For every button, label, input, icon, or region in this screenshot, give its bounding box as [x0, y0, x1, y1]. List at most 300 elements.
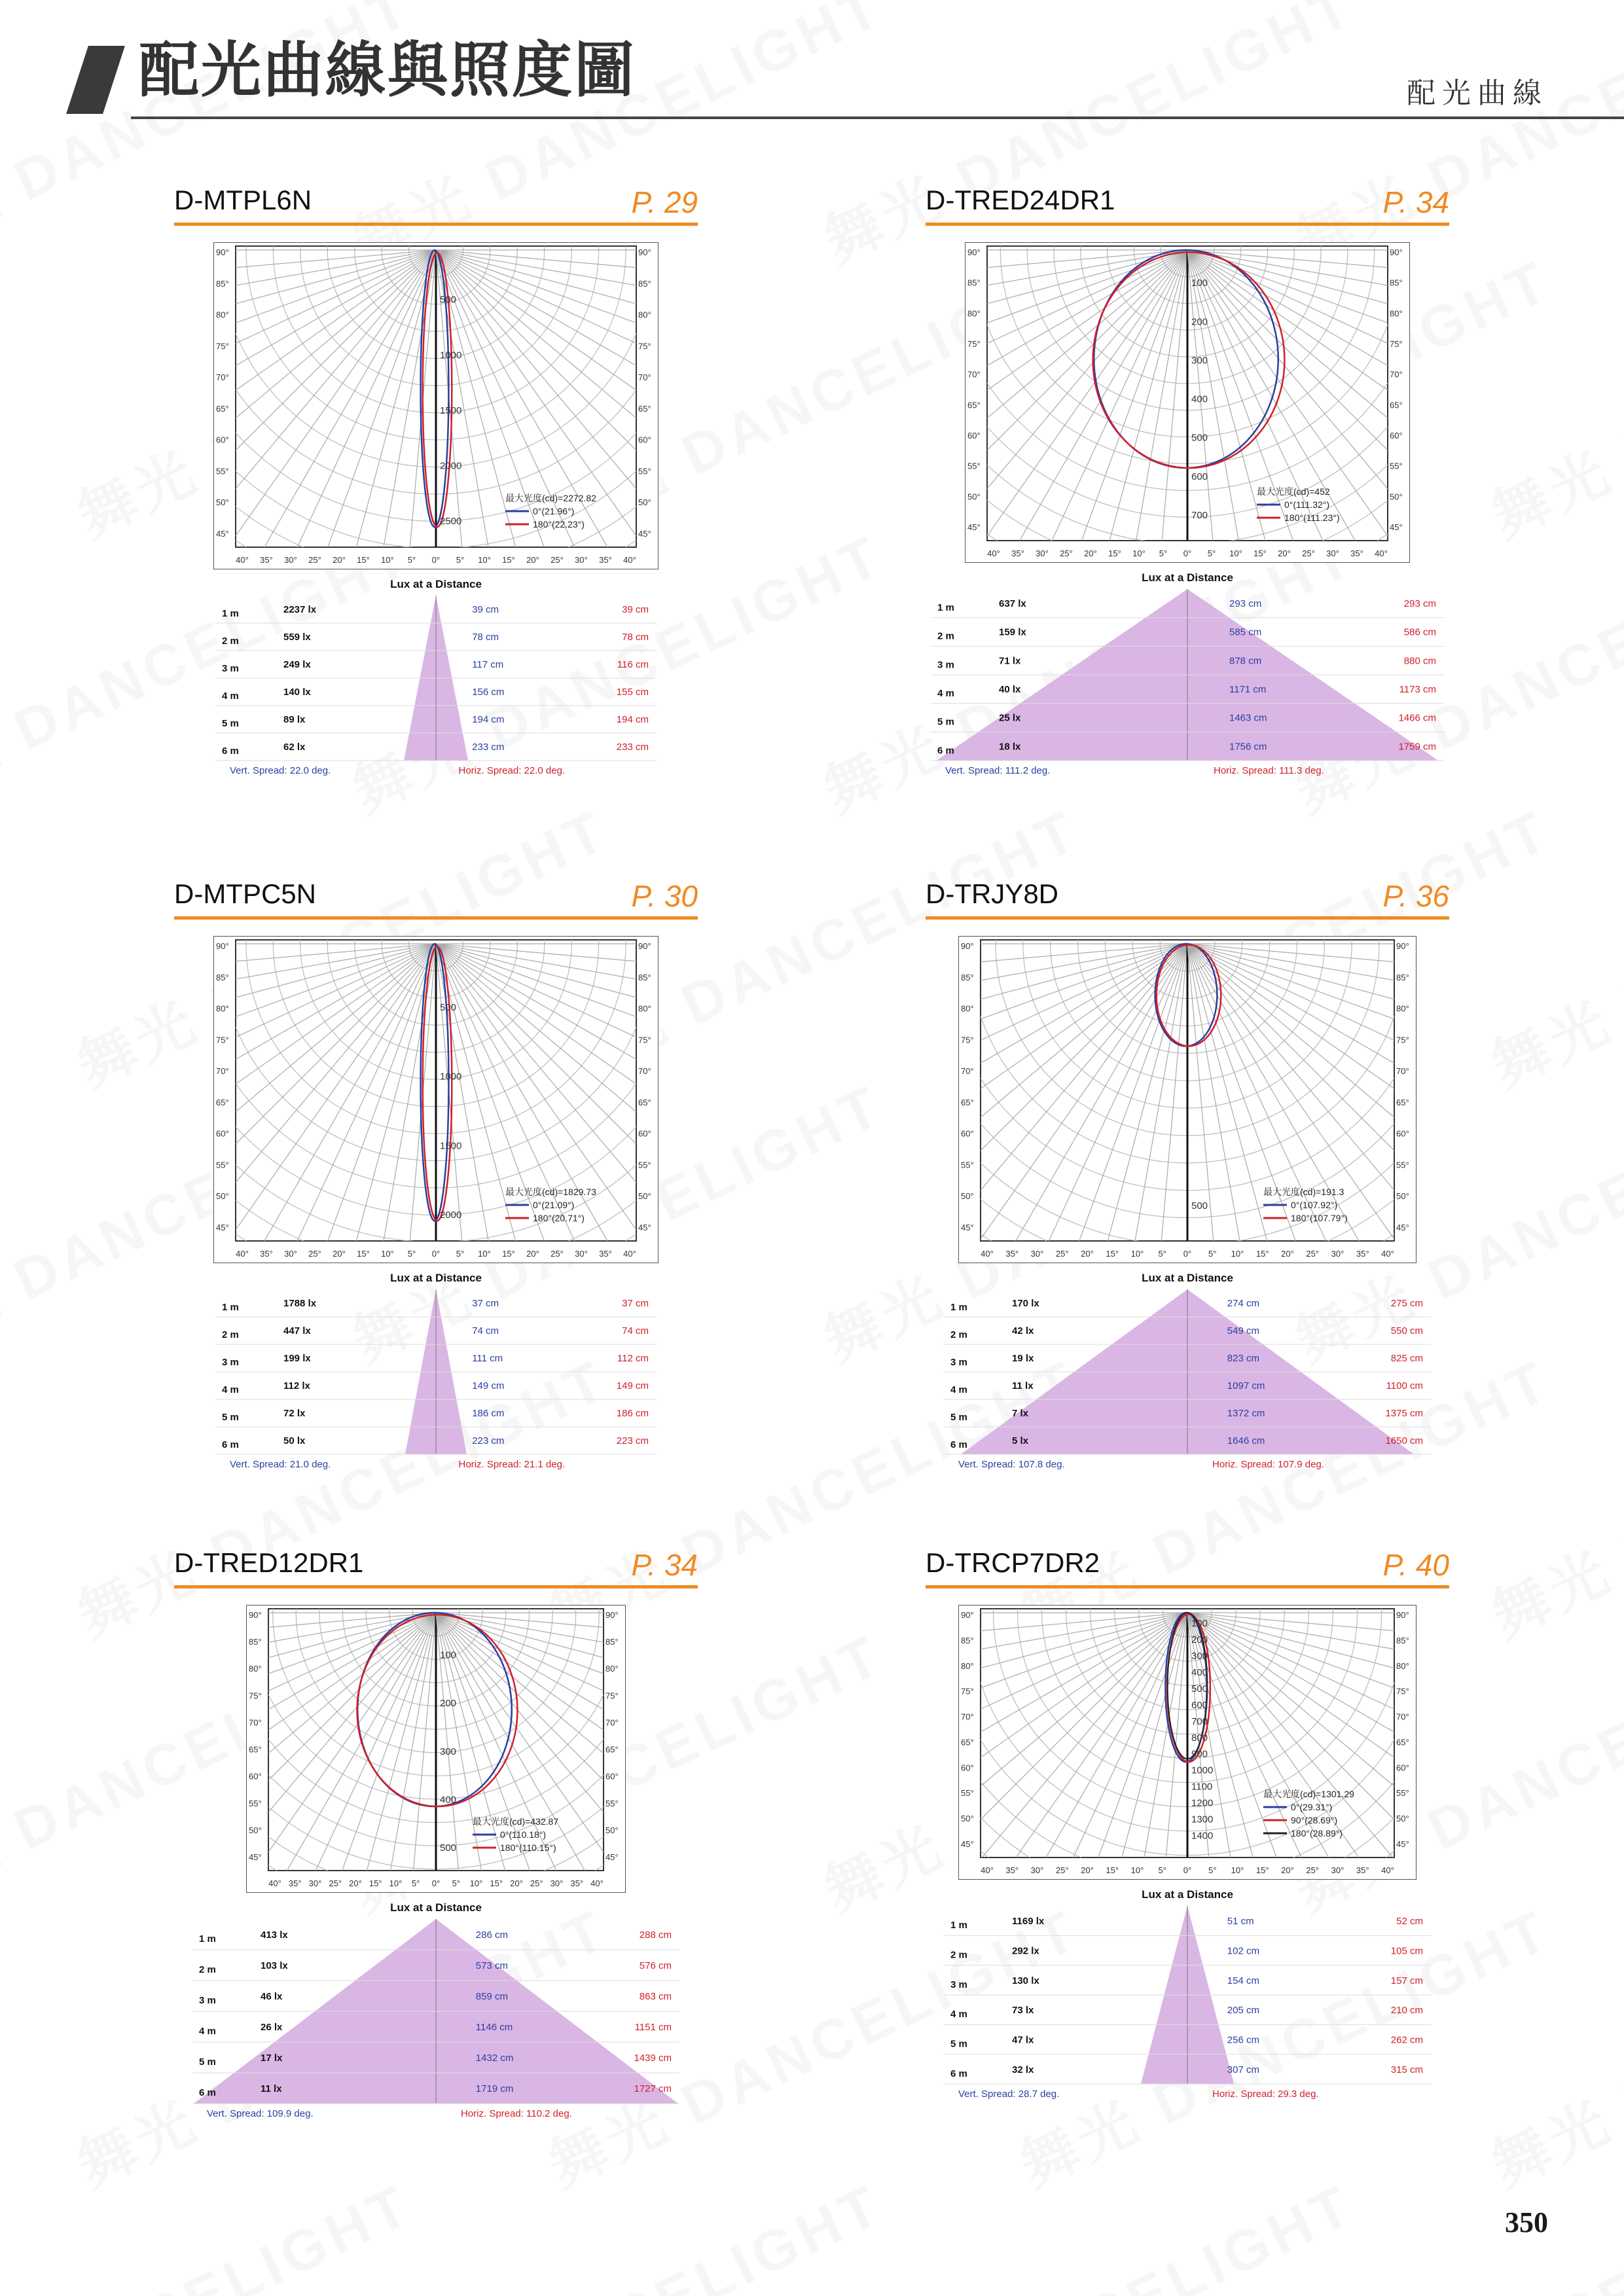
- angle-tick-bottom: 15°: [490, 1878, 503, 1888]
- lux-value: 130 lx: [1012, 1975, 1039, 1986]
- horizontal-spread-label: Horiz. Spread: 111.3 deg.: [1214, 765, 1324, 776]
- radial-scale-label: 500: [440, 1001, 457, 1013]
- distance-label: 3 m: [222, 663, 239, 675]
- angle-tick-right: 50°: [605, 1825, 619, 1835]
- horizontal-width-value: 1650 cm: [1385, 1435, 1423, 1447]
- angle-tick-right: 65°: [1390, 400, 1403, 410]
- vertical-width-value: 223 cm: [472, 1435, 505, 1447]
- distance-label: 2 m: [950, 1949, 967, 1961]
- horizontal-width-value: 1759 cm: [1398, 741, 1436, 753]
- angle-tick-left: 85°: [967, 278, 981, 288]
- product-header: [174, 177, 698, 226]
- angle-tick-bottom: 35°: [1011, 548, 1024, 558]
- horizontal-width-value: 78 cm: [622, 632, 649, 643]
- angle-tick-bottom: 25°: [308, 555, 321, 565]
- polar-diagram-svg: [965, 242, 1410, 563]
- angle-tick-bottom: 35°: [599, 555, 612, 565]
- angle-tick-bottom: 40°: [268, 1878, 281, 1888]
- lux-value: 170 lx: [1012, 1298, 1039, 1310]
- distance-label: 3 m: [199, 1995, 216, 2007]
- distance-label: 2 m: [199, 1964, 216, 1976]
- angle-tick-left: 90°: [216, 941, 229, 951]
- angle-tick-bottom: 35°: [1005, 1249, 1019, 1259]
- angle-tick-bottom: 5°: [1207, 548, 1216, 558]
- lux-value: 249 lx: [283, 659, 311, 671]
- angle-tick-bottom: 5°: [1208, 1249, 1217, 1259]
- angle-tick-bottom: 5°: [1158, 1249, 1166, 1259]
- polar-diagram-svg: [958, 936, 1416, 1263]
- angle-tick-bottom: 35°: [1350, 548, 1363, 558]
- angle-tick-bottom: 35°: [260, 1249, 273, 1259]
- angle-tick-bottom: 15°: [357, 1249, 370, 1259]
- angle-tick-bottom: 20°: [526, 1249, 539, 1259]
- radial-scale-label: 1000: [440, 1071, 462, 1083]
- angle-tick-bottom: 5°: [1158, 1865, 1166, 1875]
- angle-tick-right: 45°: [605, 1852, 619, 1862]
- angle-tick-right: 60°: [1396, 1763, 1409, 1773]
- angle-tick-bottom: 10°: [1130, 1865, 1144, 1875]
- horizontal-spread-label: Horiz. Spread: 29.3 deg.: [1212, 2089, 1319, 2100]
- horizontal-width-value: 586 cm: [1403, 626, 1436, 638]
- vertical-width-value: 117 cm: [472, 659, 504, 671]
- angle-tick-left: 45°: [967, 522, 981, 532]
- horizontal-width-value: 262 cm: [1390, 2034, 1423, 2046]
- distance-label: 5 m: [950, 1412, 967, 1424]
- angle-tick-bottom: 35°: [1356, 1865, 1369, 1875]
- angle-tick-bottom: 40°: [987, 548, 1000, 558]
- angle-tick-right: 85°: [1390, 278, 1403, 288]
- angle-tick-left: 65°: [961, 1737, 974, 1748]
- angle-tick-right: 85°: [1396, 972, 1409, 982]
- product-header: [926, 1539, 1449, 1588]
- angle-tick-bottom: 0°: [1183, 1865, 1192, 1875]
- angle-tick-bottom: 0°: [1183, 548, 1192, 558]
- radial-scale-label: 1300: [1191, 1814, 1214, 1825]
- lux-value: 89 lx: [283, 714, 306, 726]
- horizontal-width-value: 288 cm: [639, 1929, 672, 1941]
- angle-tick-left: 70°: [961, 1712, 974, 1722]
- angle-tick-left: 75°: [967, 339, 981, 349]
- angle-tick-bottom: 5°: [1159, 548, 1168, 558]
- vertical-width-value: 205 cm: [1227, 2005, 1260, 2017]
- lux-value: 159 lx: [999, 626, 1026, 638]
- radial-scale-label: 500: [1191, 432, 1208, 444]
- angle-tick-left: 55°: [216, 466, 229, 476]
- angle-tick-left: 65°: [216, 1097, 229, 1107]
- angle-tick-left: 80°: [967, 308, 981, 319]
- angle-tick-right: 45°: [638, 1223, 651, 1232]
- angle-tick-bottom: 30°: [284, 555, 297, 565]
- angle-tick-right: 90°: [638, 247, 651, 257]
- distance-label: 6 m: [950, 1439, 967, 1451]
- distance-label: 4 m: [950, 2009, 967, 2020]
- vertical-spread-label: Vert. Spread: 111.2 deg.: [945, 765, 1051, 776]
- vertical-width-value: 51 cm: [1227, 1916, 1254, 1928]
- lux-value: 11 lx: [1012, 1380, 1034, 1392]
- angle-tick-right: 55°: [1396, 1160, 1409, 1170]
- distance-label: 4 m: [222, 691, 239, 702]
- angle-tick-bottom: 20°: [333, 555, 346, 565]
- angle-tick-right: 65°: [638, 403, 651, 414]
- angle-tick-bottom: 20°: [526, 555, 539, 565]
- lux-value: 1169 lx: [1012, 1916, 1045, 1928]
- distance-label: 3 m: [222, 1357, 239, 1369]
- angle-tick-bottom: 30°: [1331, 1865, 1344, 1875]
- catalog-page-link[interactable]: P. 40: [1382, 1548, 1449, 1582]
- angle-tick-bottom: 25°: [1306, 1249, 1320, 1259]
- radial-scale-label: 400: [1191, 393, 1208, 405]
- angle-tick-bottom: 30°: [1326, 548, 1339, 558]
- radial-scale-label: 800: [1191, 1732, 1208, 1744]
- lux-title: Lux at a Distance: [1142, 1272, 1233, 1284]
- radial-scale-label: 600: [1191, 1699, 1208, 1711]
- product-header: [174, 1539, 698, 1588]
- angle-tick-right: 90°: [638, 941, 651, 951]
- angle-tick-bottom: 20°: [1084, 548, 1097, 558]
- radial-scale-label: 1500: [440, 404, 462, 416]
- horizontal-width-value: 210 cm: [1390, 2005, 1423, 2017]
- angle-tick-right: 90°: [1396, 941, 1409, 951]
- page-title: 配光曲線與照度圖: [139, 37, 637, 104]
- angle-tick-right: 75°: [1390, 339, 1403, 349]
- vertical-width-value: 1756 cm: [1229, 741, 1267, 753]
- legend-entry: 180°(22.23°): [533, 519, 585, 529]
- lux-title: Lux at a Distance: [390, 1272, 482, 1284]
- watermark-text: [337, 2160, 895, 2296]
- angle-tick-left: 90°: [967, 247, 981, 257]
- angle-tick-right: 85°: [638, 972, 651, 982]
- angle-tick-bottom: 25°: [1306, 1865, 1320, 1875]
- lux-value: 46 lx: [261, 1991, 283, 2003]
- vertical-width-value: 1146 cm: [475, 2022, 513, 2034]
- distance-label: 3 m: [950, 1979, 967, 1990]
- radial-scale-label: 100: [1191, 1617, 1208, 1629]
- distance-label: 4 m: [199, 2026, 216, 2037]
- vertical-width-value: 307 cm: [1227, 2064, 1260, 2075]
- angle-tick-bottom: 20°: [349, 1878, 362, 1888]
- vertical-spread-label: Vert. Spread: 22.0 deg.: [230, 765, 331, 776]
- angle-tick-left: 70°: [249, 1717, 262, 1728]
- lux-value: 71 lx: [999, 655, 1021, 667]
- angle-tick-right: 80°: [1396, 1660, 1409, 1671]
- angle-tick-right: 65°: [1396, 1737, 1409, 1748]
- angle-tick-left: 75°: [961, 1035, 974, 1045]
- angle-tick-bottom: 40°: [981, 1865, 994, 1875]
- horizontal-width-value: 1727 cm: [634, 2083, 672, 2095]
- vertical-width-value: 1719 cm: [475, 2083, 514, 2095]
- angle-tick-right: 90°: [1396, 1610, 1409, 1620]
- radial-scale-label: 1000: [1191, 1765, 1214, 1776]
- horizontal-width-value: 1375 cm: [1385, 1408, 1423, 1420]
- distance-label: 1 m: [222, 608, 239, 620]
- angle-tick-bottom: 10°: [469, 1878, 483, 1888]
- lux-value: 199 lx: [283, 1353, 311, 1365]
- legend-entry: 0°(110.18°): [500, 1829, 547, 1840]
- angle-tick-right: 80°: [605, 1664, 619, 1674]
- angle-tick-right: 75°: [1396, 1035, 1409, 1045]
- angle-tick-left: 75°: [249, 1691, 262, 1701]
- catalog-page-link[interactable]: P. 34: [1382, 185, 1449, 219]
- angle-tick-left: 50°: [961, 1814, 974, 1824]
- angle-tick-left: 50°: [216, 1191, 229, 1202]
- product-model: D-TRCP7DR2: [926, 1547, 1100, 1578]
- radial-scale-label: 700: [1191, 1715, 1208, 1727]
- angle-tick-right: 80°: [638, 1003, 651, 1014]
- lux-title: Lux at a Distance: [1142, 1888, 1233, 1901]
- angle-tick-bottom: 10°: [381, 1249, 394, 1259]
- angle-tick-right: 80°: [1390, 308, 1403, 319]
- angle-tick-left: 45°: [216, 529, 229, 539]
- watermark-text: [1280, 2160, 1624, 2296]
- radial-scale-label: 200: [1191, 316, 1208, 328]
- angle-tick-right: 60°: [1396, 1128, 1409, 1139]
- angle-tick-right: 70°: [1390, 369, 1403, 380]
- angle-tick-left: 85°: [961, 1635, 974, 1645]
- lux-value: 40 lx: [999, 684, 1021, 696]
- angle-tick-right: 70°: [1396, 1066, 1409, 1077]
- lux-value: 140 lx: [283, 687, 311, 698]
- vertical-width-value: 1646 cm: [1227, 1435, 1265, 1447]
- horizontal-spread-label: Horiz. Spread: 107.9 deg.: [1212, 1459, 1324, 1470]
- product-header: [926, 870, 1449, 920]
- horizontal-width-value: 37 cm: [622, 1298, 649, 1310]
- distance-label: 3 m: [950, 1357, 967, 1369]
- angle-tick-left: 70°: [967, 369, 981, 380]
- vertical-width-value: 39 cm: [472, 604, 499, 616]
- angle-tick-left: 70°: [216, 1066, 229, 1077]
- horizontal-width-value: 1439 cm: [634, 2053, 672, 2064]
- product-header: [174, 870, 698, 920]
- angle-tick-left: 45°: [249, 1852, 262, 1862]
- lux-value: 2237 lx: [283, 604, 317, 616]
- angle-tick-right: 50°: [1396, 1191, 1409, 1202]
- horizontal-width-value: 1466 cm: [1398, 712, 1436, 724]
- angle-tick-bottom: 35°: [288, 1878, 302, 1888]
- angle-tick-bottom: 15°: [1254, 548, 1267, 558]
- distance-label: 2 m: [950, 1329, 967, 1341]
- lux-value: 447 lx: [283, 1325, 311, 1337]
- legend-entry: 180°(28.89°): [1291, 1828, 1343, 1839]
- angle-tick-bottom: 40°: [623, 555, 636, 565]
- lux-distance-svg: [939, 1268, 1436, 1478]
- lux-value: 73 lx: [1012, 2005, 1034, 2017]
- product-block: [926, 1539, 1449, 2128]
- legend-entry: 180°(111.23°): [1284, 512, 1340, 523]
- angle-tick-bottom: 40°: [1381, 1249, 1394, 1259]
- vertical-width-value: 111 cm: [472, 1353, 503, 1365]
- vertical-width-value: 194 cm: [472, 714, 505, 726]
- distance-label: 4 m: [950, 1384, 967, 1396]
- lux-value: 62 lx: [283, 742, 306, 753]
- angle-tick-bottom: 15°: [502, 555, 515, 565]
- angle-tick-bottom: 0°: [1183, 1249, 1192, 1259]
- angle-tick-right: 70°: [638, 1066, 651, 1077]
- angle-tick-left: 50°: [249, 1825, 262, 1835]
- angle-tick-right: 90°: [1390, 247, 1403, 257]
- max-intensity-label: 最大光度(cd)=1301.29: [1263, 1789, 1354, 1799]
- radial-scale-label: 500: [440, 294, 457, 306]
- angle-tick-left: 55°: [967, 461, 981, 471]
- angle-tick-right: 80°: [1396, 1003, 1409, 1014]
- vertical-width-value: 102 cm: [1227, 1945, 1260, 1957]
- angle-tick-bottom: 35°: [599, 1249, 612, 1259]
- angle-tick-right: 75°: [638, 341, 651, 351]
- angle-tick-bottom: 15°: [1255, 1249, 1269, 1259]
- angle-tick-bottom: 40°: [236, 555, 249, 565]
- horizontal-width-value: 149 cm: [616, 1380, 649, 1392]
- lux-at-distance-chart: [939, 1268, 1436, 1478]
- lux-title: Lux at a Distance: [1142, 571, 1233, 584]
- distance-label: 6 m: [199, 2087, 216, 2099]
- lux-value: 1788 lx: [283, 1298, 317, 1310]
- angle-tick-bottom: 25°: [1055, 1865, 1069, 1875]
- angle-tick-left: 55°: [216, 1160, 229, 1170]
- distance-label: 2 m: [222, 636, 239, 647]
- radial-scale-label: 500: [1191, 1200, 1208, 1211]
- catalog-page-link[interactable]: P. 29: [631, 185, 698, 219]
- angle-tick-right: 75°: [605, 1691, 619, 1701]
- watermark-text: [1476, 1335, 1624, 1654]
- angle-tick-left: 60°: [249, 1771, 262, 1782]
- vertical-spread-label: Vert. Spread: 109.9 deg.: [207, 2108, 314, 2119]
- angle-tick-bottom: 5°: [407, 1249, 416, 1259]
- radial-scale-label: 300: [1191, 355, 1208, 367]
- angle-tick-left: 80°: [961, 1003, 974, 1014]
- lux-value: 42 lx: [1012, 1325, 1034, 1337]
- catalog-page-link[interactable]: P. 34: [631, 1548, 698, 1582]
- polar-diagram: [246, 1605, 626, 1893]
- angle-tick-right: 50°: [638, 1191, 651, 1202]
- angle-tick-left: 55°: [961, 1160, 974, 1170]
- legend-entry: 0°(29.31°): [1291, 1802, 1333, 1812]
- angle-tick-bottom: 10°: [381, 555, 394, 565]
- angle-tick-right: 90°: [605, 1610, 619, 1620]
- distance-label: 2 m: [937, 630, 954, 642]
- angle-tick-left: 80°: [216, 1003, 229, 1014]
- angle-tick-right: 50°: [638, 497, 651, 508]
- polar-diagram: [213, 936, 659, 1263]
- lux-at-distance-chart: [939, 1885, 1436, 2108]
- distance-label: 4 m: [222, 1384, 239, 1396]
- lux-value: 413 lx: [261, 1929, 288, 1941]
- lux-value: 26 lx: [261, 2022, 283, 2034]
- radial-scale-label: 1000: [440, 350, 462, 361]
- angle-tick-bottom: 35°: [1356, 1249, 1369, 1259]
- lux-distance-svg: [926, 568, 1449, 784]
- angle-tick-bottom: 25°: [1055, 1249, 1069, 1259]
- horizontal-width-value: 550 cm: [1390, 1325, 1423, 1337]
- angle-tick-right: 85°: [605, 1637, 619, 1647]
- angle-tick-right: 60°: [638, 435, 651, 445]
- angle-tick-left: 65°: [961, 1097, 974, 1107]
- angle-tick-left: 50°: [961, 1191, 974, 1202]
- polar-diagram: [213, 242, 659, 569]
- angle-tick-right: 55°: [1390, 461, 1403, 471]
- angle-tick-bottom: 10°: [389, 1878, 403, 1888]
- angle-tick-bottom: 30°: [1331, 1249, 1344, 1259]
- angle-tick-bottom: 15°: [1255, 1865, 1269, 1875]
- vertical-width-value: 549 cm: [1227, 1325, 1260, 1337]
- distance-label: 3 m: [937, 659, 954, 671]
- distance-label: 1 m: [937, 602, 954, 614]
- catalog-page-link[interactable]: P. 36: [1382, 879, 1449, 913]
- angle-tick-bottom: 20°: [1081, 1865, 1094, 1875]
- angle-tick-left: 55°: [249, 1798, 262, 1808]
- angle-tick-bottom: 20°: [510, 1878, 523, 1888]
- vertical-width-value: 74 cm: [472, 1325, 499, 1337]
- product-model: D-MTPC5N: [174, 878, 316, 909]
- lux-distance-svg: [939, 1885, 1436, 2108]
- horizontal-width-value: 74 cm: [622, 1325, 649, 1337]
- horizontal-width-value: 116 cm: [617, 659, 649, 671]
- angle-tick-left: 60°: [967, 431, 981, 440]
- angle-tick-bottom: 10°: [478, 555, 491, 565]
- angle-tick-left: 60°: [216, 1128, 229, 1139]
- vertical-width-value: 878 cm: [1229, 655, 1262, 667]
- horizontal-width-value: 880 cm: [1403, 655, 1436, 667]
- lux-title: Lux at a Distance: [390, 1901, 482, 1914]
- angle-tick-bottom: 40°: [981, 1249, 994, 1259]
- legend-entry: 90°(28.69°): [1291, 1815, 1338, 1825]
- legend-entry: 0°(21.96°): [533, 506, 575, 516]
- angle-tick-bottom: 15°: [1106, 1249, 1119, 1259]
- angle-tick-left: 60°: [961, 1128, 974, 1139]
- lux-title: Lux at a Distance: [390, 578, 482, 590]
- catalog-page-link[interactable]: P. 30: [631, 879, 698, 913]
- angle-tick-right: 60°: [605, 1771, 619, 1782]
- distance-label: 1 m: [950, 1302, 967, 1314]
- distance-label: 1 m: [199, 1933, 216, 1945]
- vertical-spread-label: Vert. Spread: 21.0 deg.: [230, 1459, 331, 1470]
- angle-tick-bottom: 15°: [502, 1249, 515, 1259]
- polar-diagram: [958, 1605, 1416, 1880]
- radial-scale-label: 2500: [440, 516, 462, 528]
- vertical-width-value: 256 cm: [1227, 2034, 1260, 2046]
- angle-tick-right: 70°: [605, 1717, 619, 1728]
- product-block: [174, 870, 698, 1470]
- angle-tick-left: 85°: [216, 972, 229, 982]
- horizontal-width-value: 155 cm: [616, 687, 649, 698]
- angle-tick-left: 85°: [961, 972, 974, 982]
- angle-tick-right: 60°: [638, 1128, 651, 1139]
- angle-tick-right: 45°: [1396, 1223, 1409, 1232]
- horizontal-width-value: 275 cm: [1390, 1298, 1423, 1310]
- angle-tick-bottom: 10°: [478, 1249, 491, 1259]
- angle-tick-right: 65°: [605, 1744, 619, 1755]
- angle-tick-bottom: 25°: [550, 555, 564, 565]
- vertical-width-value: 585 cm: [1229, 626, 1262, 638]
- angle-tick-right: 70°: [638, 372, 651, 383]
- angle-tick-bottom: 30°: [1030, 1249, 1044, 1259]
- radial-scale-label: 400: [440, 1794, 457, 1806]
- angle-tick-left: 80°: [216, 310, 229, 320]
- angle-tick-left: 60°: [216, 435, 229, 445]
- angle-tick-bottom: 10°: [1231, 1249, 1244, 1259]
- radial-scale-label: 2000: [440, 460, 462, 472]
- product-block: [926, 870, 1449, 1470]
- horizontal-width-value: 112 cm: [617, 1353, 649, 1365]
- header-rule: [131, 117, 1624, 119]
- radial-scale-label: 200: [1191, 1634, 1208, 1645]
- product-block: [174, 1539, 698, 2128]
- lux-value: 32 lx: [1012, 2064, 1034, 2075]
- distance-label: 6 m: [222, 1439, 239, 1451]
- angle-tick-right: 65°: [1396, 1097, 1409, 1107]
- radial-scale-label: 1500: [440, 1140, 462, 1152]
- lux-distance-svg: [187, 1898, 685, 2127]
- vertical-width-value: 233 cm: [472, 742, 505, 753]
- angle-tick-left: 55°: [961, 1788, 974, 1799]
